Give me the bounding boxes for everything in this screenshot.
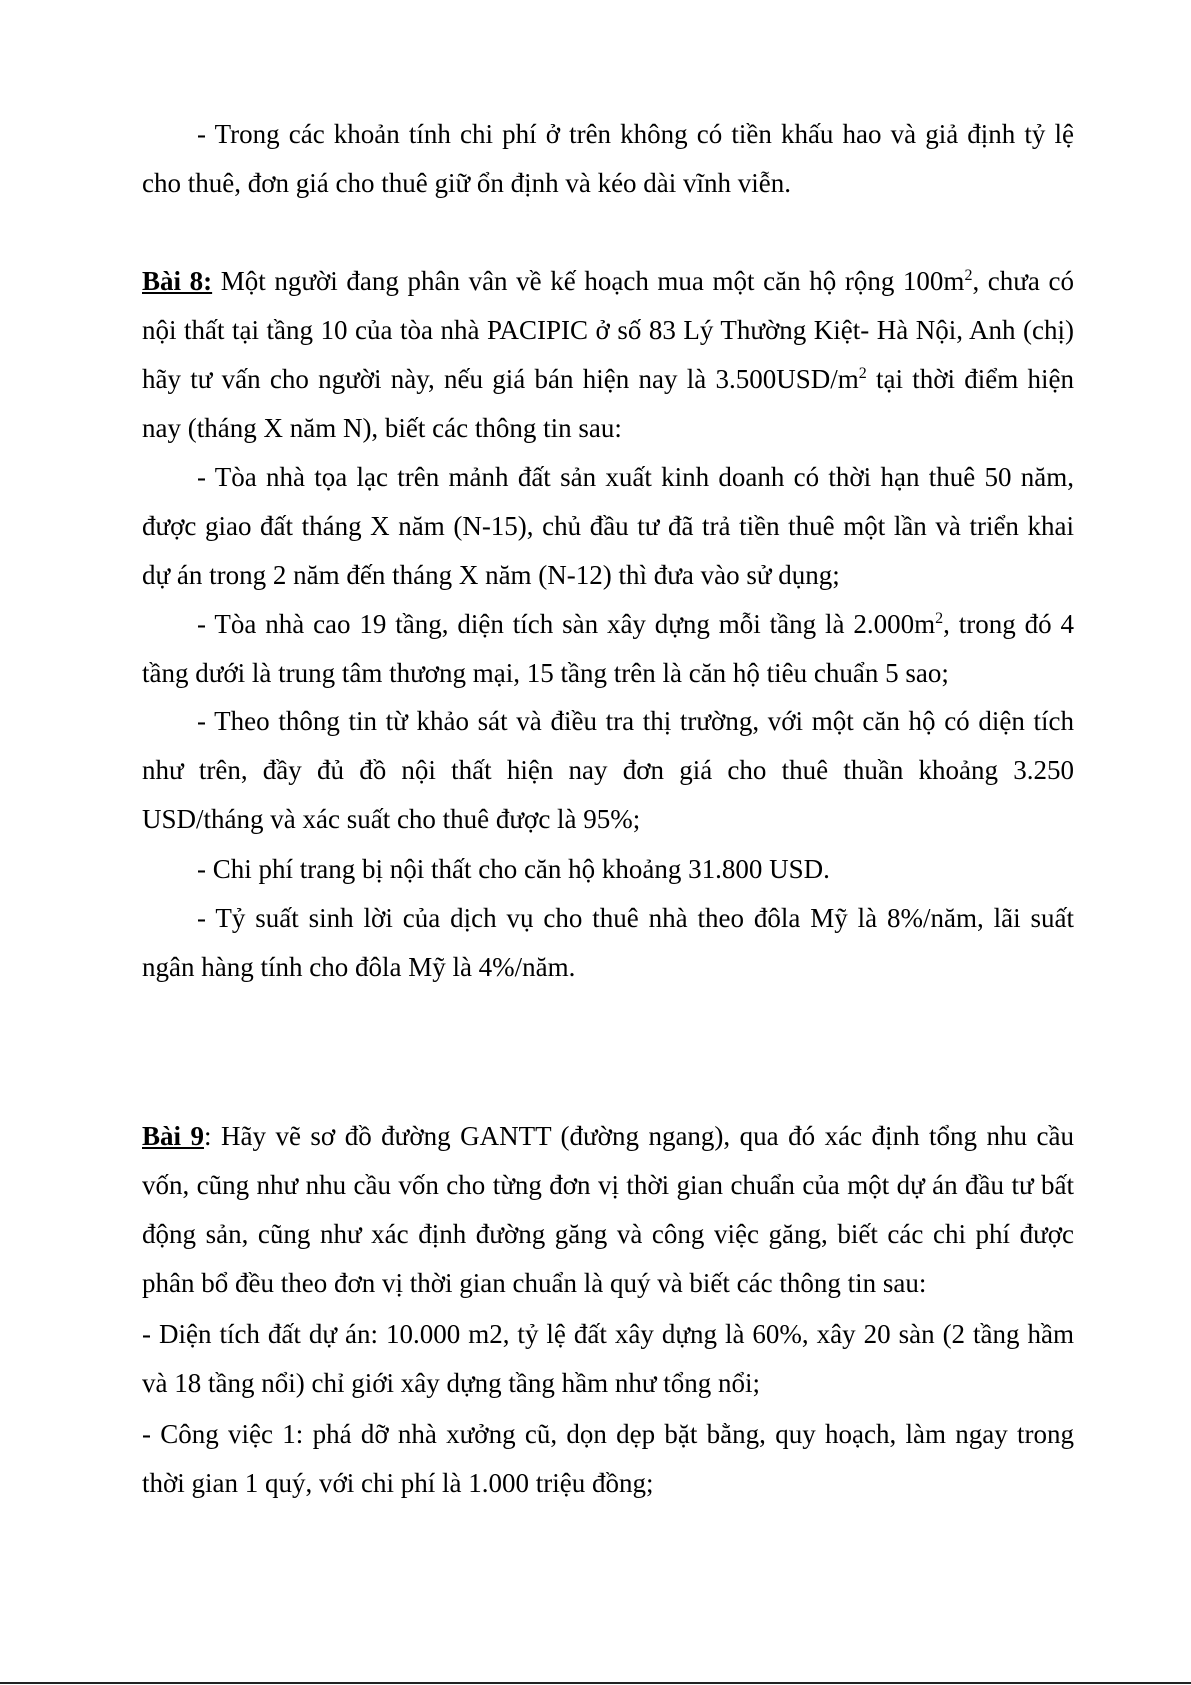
superscript-2: 2 [935, 610, 944, 627]
exercise-9-text: : Hãy vẽ sơ đồ đường GANTT (đường ngang), qua đó xác định tổng nhu cầu vốn, cũng như nhu cầu vốn cho từng đơn vị thời gian chuẩn của một dự án đầu tư bất động sản, cũng như xác định đường găng và công việc găng, biết các chi phí được phân bổ đều theo đơn vị thời gian chuẩn là quý và biết các thông tin sau: [142, 1121, 1074, 1298]
page-bottom-rule [0, 1682, 1191, 1684]
exercise-9-label: Bài 9 [142, 1121, 204, 1151]
exercise-9-intro [142, 1112, 1074, 1308]
exercise-9-item-land-area: - Diện tích đất dự án: 10.000 m2, tỷ lệ đất xây dựng là 60%, xây 20 sàn (2 tầng hầm và 18 tầng nổi) chỉ giới xây dựng tầng hầm như tổng nổi; [142, 1319, 1074, 1398]
superscript-2: 2 [858, 365, 867, 382]
exercise-8-item-rates: - Tỷ suất sinh lời của dịch vụ cho thuê nhà theo đôla Mỹ là 8%/năm, lãi suất ngân hàng tính cho đôla Mỹ là 4%/năm. [142, 903, 1074, 982]
paragraph-depreciation-note: - Trong các khoản tính chi phí ở trên không có tiền khấu hao và giả định tỷ lệ cho thuê, đơn giá cho thuê giữ ổn định và kéo dài vĩnh viễn. [142, 119, 1074, 198]
superscript-2: 2 [964, 267, 973, 284]
exercise-9-item-task-1: - Công việc 1: phá dỡ nhà xưởng cũ, dọn dẹp bặt bằng, quy hoạch, làm ngay trong thời gian 1 quý, với chi phí là 1.000 triệu đồng; [142, 1419, 1074, 1498]
exercise-8-intro [142, 257, 1074, 453]
exercise-8-item-rent: - Theo thông tin từ khảo sát và điều tra thị trường, với một căn hộ có diện tích như trên, đầy đủ đồ nội thất hiện nay đơn giá cho thuê thuần khoảng 3.250 USD/tháng và xác suất cho thuê được là 95%; [142, 706, 1074, 834]
exercise-8-text-a: Một người đang phân vân về kế hoạch mua một căn hộ rộng 100m [212, 266, 965, 296]
exercise-8-text-c: tại thời điểm hiện nay (tháng X năm N), biết các thông tin sau: [142, 364, 1074, 443]
exercise-8-item-furniture: - Chi phí trang bị nội thất cho căn hộ khoảng 31.800 USD. [197, 854, 830, 884]
exercise-8-label: Bài 8: [142, 266, 213, 296]
exercise-8-item-land-lease: - Tòa nhà tọa lạc trên mảnh đất sản xuất kinh doanh có thời hạn thuê 50 năm, được giao đất tháng X năm (N-15), chủ đầu tư đã trả tiền thuê một lần và triển khai dự án trong 2 năm đến tháng X năm (N-12) thì đưa vào sử dụng; [142, 462, 1074, 590]
floors-text-a: - Tòa nhà cao 19 tầng, diện tích sàn xây dựng mỗi tầng là 2.000m [197, 609, 936, 639]
exercise-8-text-b: , chưa có nội thất tại tầng 10 của tòa nhà PACIPIC ở số 83 Lý Thường Kiệt- Hà Nội, Anh (chị) hãy tư vấn cho người này, nếu giá bán hiện nay là 3.500USD/m [142, 266, 1074, 394]
exercise-8-item-floors [142, 600, 1074, 698]
floors-text-b: , trong đó 4 tầng dưới là trung tâm thương mại, 15 tầng trên là căn hộ tiêu chuẩn 5 sao; [142, 609, 1074, 688]
